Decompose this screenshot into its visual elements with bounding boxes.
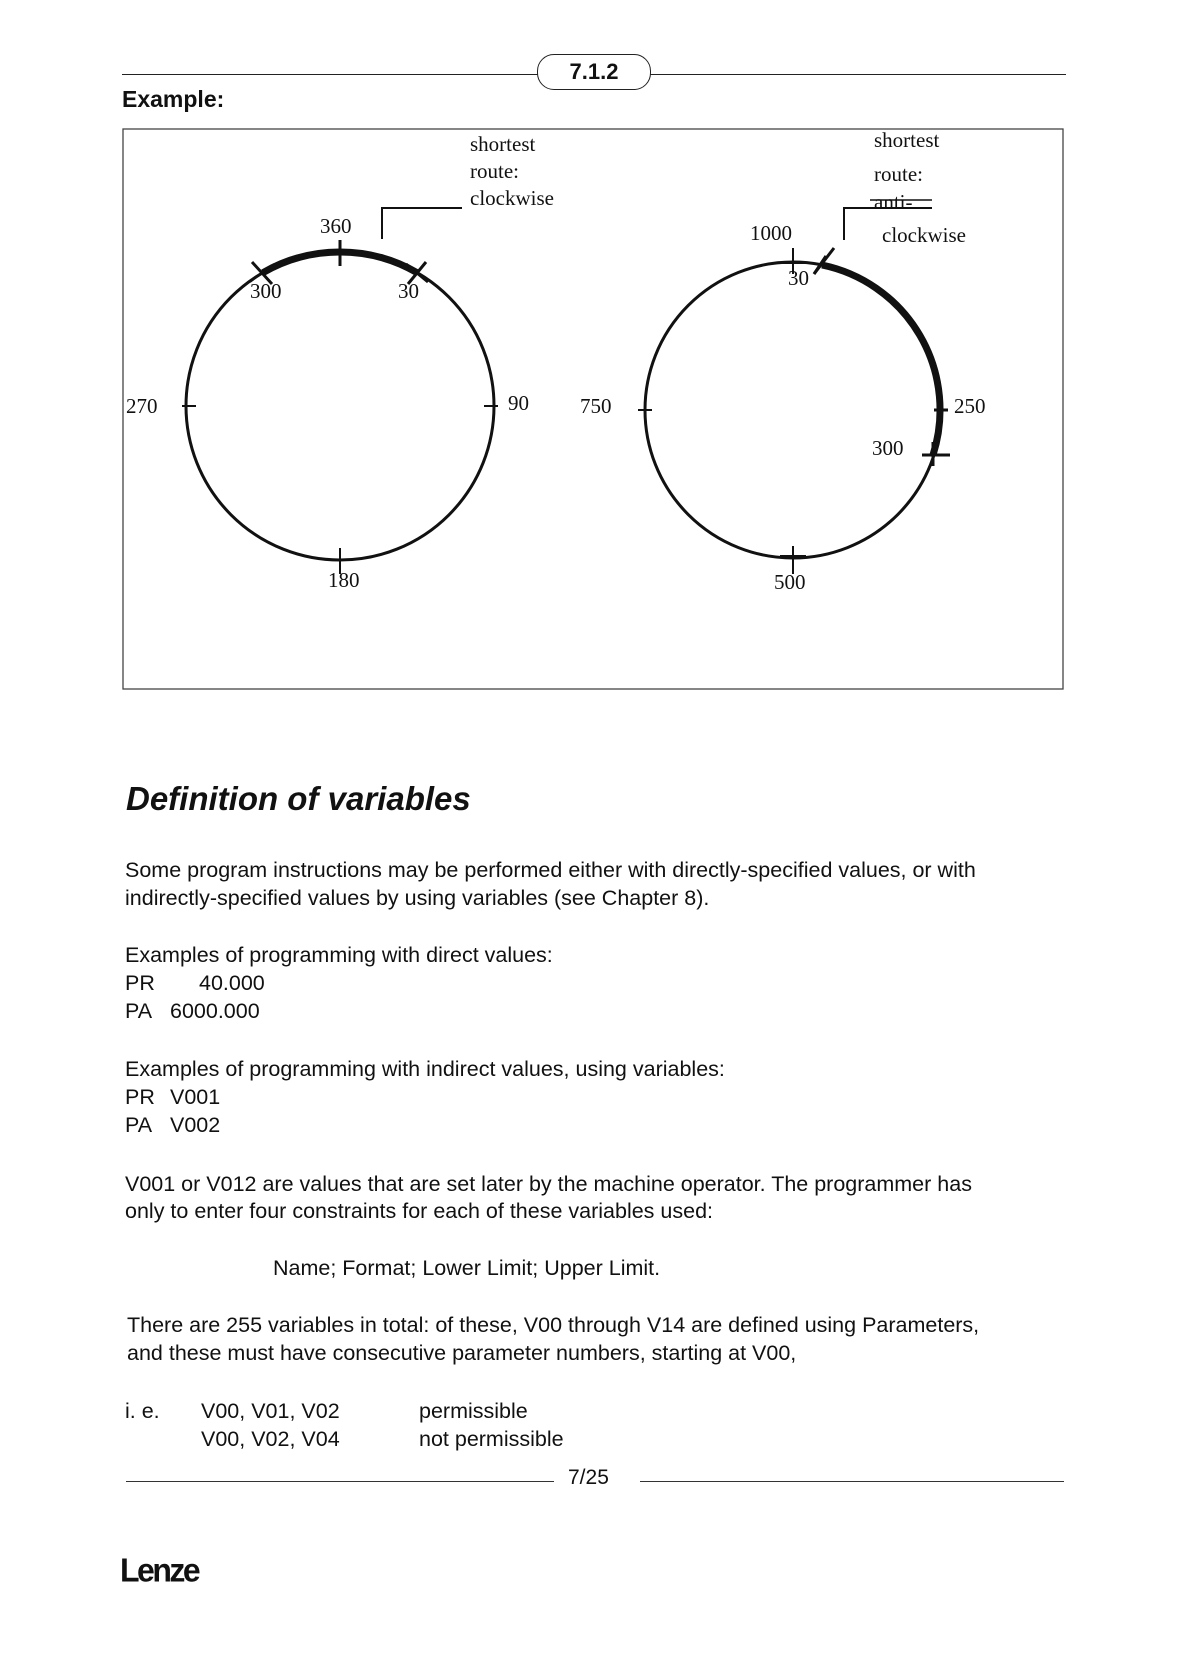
example-label: Example: [122,86,225,112]
direct-example-value: 40.000 [199,971,265,995]
operator-line-2: only to enter four constraints for each of these variables used: [125,1199,713,1223]
ie-vars-permissible: V00, V01, V02 [201,1399,340,1423]
total-line-1: There are 255 variables in total: of these, V00 through V14 are defined using Parameters, [127,1313,980,1337]
intro-line-1: Some program instructions may be performed either with directly-specified values, or with [125,858,976,882]
left-annotation-bracket [382,208,462,239]
right-label-300: 300 [872,436,904,460]
left-annotation-line-3: clockwise [470,186,554,210]
intro-line-2: indirectly-specified values by using variables (see Chapter 8). [125,886,710,910]
right-label-500: 500 [774,570,806,594]
direct-example-cmd: PA [125,999,153,1023]
direct-example-value: 6000.000 [170,999,260,1023]
left-label-270: 270 [126,394,158,418]
brand-logo: Lenze [120,1551,199,1589]
left-position-circle [186,252,494,560]
left-annotation-line-1: shortest [470,132,536,156]
right-annotation-line-1: shortest [874,128,940,152]
ie-label: i. e. [125,1399,160,1423]
header-rule-left [122,74,538,75]
indirect-example-value: V002 [170,1113,221,1137]
direct-examples-title: Examples of programming with direct values: [125,943,553,967]
right-label-750: 750 [580,394,612,418]
direct-example-row [125,997,260,1025]
ie-vars-not-permissible: V00, V02, V04 [201,1427,340,1451]
ie-note-permissible: permissible [419,1399,528,1423]
left-annotation-line-2: route: [470,159,519,183]
right-label-30: 30 [788,266,809,290]
right-shortest-route-arc [822,265,940,455]
indirect-example-cmd: PA [125,1113,153,1137]
left-label-300: 300 [250,279,282,303]
left-label-30: 30 [398,279,419,303]
left-label-90: 90 [508,391,529,415]
right-label-250: 250 [954,394,986,418]
left-label-180: 180 [328,568,360,592]
indirect-example-value: V001 [170,1085,221,1109]
indirect-example-row [125,1111,220,1139]
example-figure [122,128,1064,690]
constraints-line: Name; Format; Lower Limit; Upper Limit. [273,1256,661,1280]
ie-note-not-permissible: not permissible [419,1427,564,1451]
total-line-2: and these must have consecutive parameter numbers, starting at V00, [127,1341,797,1365]
left-label-360: 360 [320,214,352,238]
indirect-example-row [125,1083,220,1111]
page-number: 7/25 [568,1466,609,1489]
section-heading: Definition of variables [126,780,471,817]
operator-line-1: V001 or V012 are values that are set later by the machine operator. The programmer has [125,1172,972,1196]
right-annotation-line-2: route: [874,162,923,186]
indirect-examples-title: Examples of programming with indirect values, using variables: [125,1057,725,1081]
direct-example-row [125,969,265,997]
section-number-badge: 7.1.2 [537,54,651,90]
header-rule-right [648,74,1066,75]
right-label-1000: 1000 [750,221,792,245]
direct-example-cmd: PR [125,971,155,995]
footer-rule-left [126,1481,554,1482]
indirect-example-cmd: PR [125,1085,155,1109]
right-annotation-line-3: anti- [874,190,913,214]
right-annotation-line-4: clockwise [882,223,966,247]
footer-rule-right [640,1481,1064,1482]
